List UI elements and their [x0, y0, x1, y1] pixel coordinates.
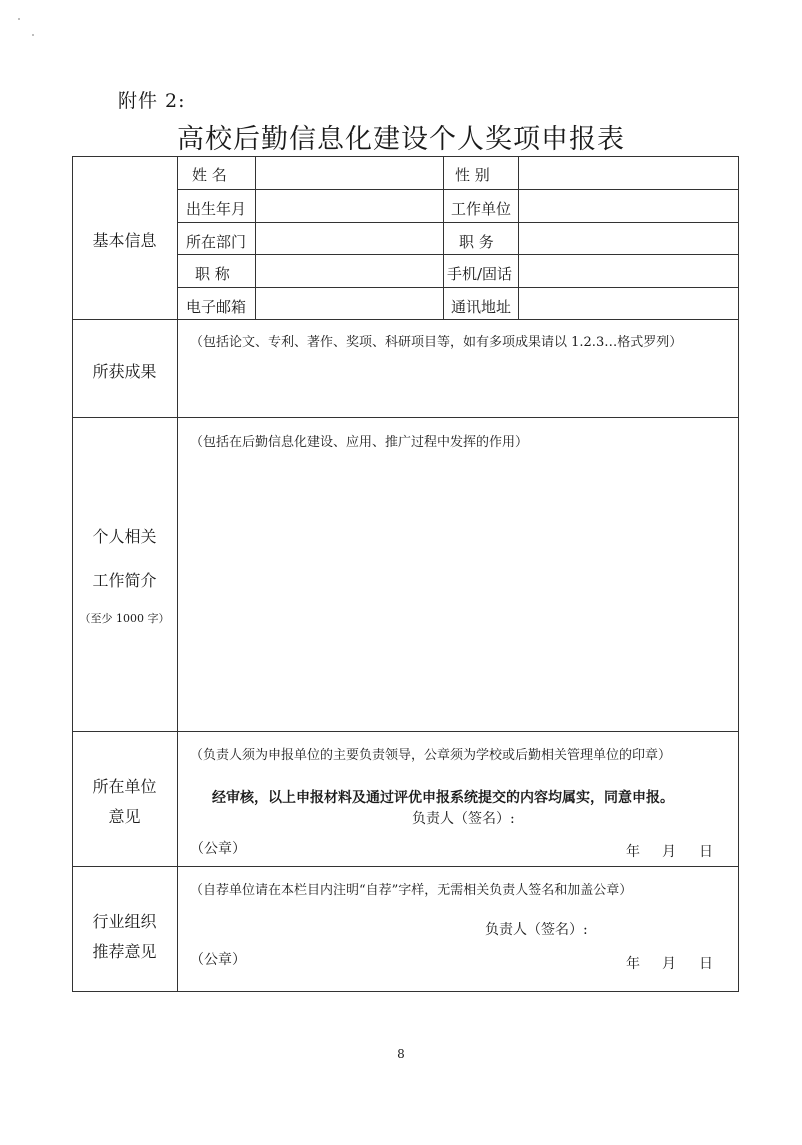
page-number: 8 — [397, 1047, 405, 1061]
department-field[interactable] — [256, 223, 442, 254]
unit-opinion-date-year: 年 — [626, 844, 640, 860]
industry-opinion-section-label-line1: 行业组织 — [92, 912, 157, 931]
birth-label: 出生年月 — [186, 200, 247, 218]
industry-opinion-seal: （公章） — [190, 952, 246, 968]
unit-opinion-signer: 负责人（签名）: — [412, 811, 515, 827]
unit-opinion-seal: （公章） — [190, 841, 246, 857]
unit-opinion-date-month: 月 — [662, 844, 676, 860]
unit-opinion-section-label-line1: 所在单位 — [92, 777, 157, 796]
section-divider — [72, 731, 739, 732]
unit-opinion-section-label-line2: 意见 — [108, 807, 141, 826]
email-field[interactable] — [256, 288, 442, 319]
email-label: 电子邮箱 — [186, 298, 247, 316]
address-field[interactable] — [519, 288, 737, 319]
basic-info-section-label: 基本信息 — [92, 231, 157, 250]
intro-field[interactable] — [178, 452, 738, 730]
intro-word-count-note: （至少 1000 字） — [79, 612, 170, 625]
intro-hint: （包括在后勤信息化建设、应用、推广过程中发挥的作用） — [190, 435, 529, 450]
department-label: 所在部门 — [186, 233, 247, 251]
section-divider — [72, 866, 739, 867]
phone-label: 手机/固话 — [447, 265, 513, 283]
attachment-label: 附件 2: — [118, 90, 186, 112]
unit-opinion-hint: （负责人须为申报单位的主要负责领导，公章须为学校或后勤相关管理单位的印章） — [190, 748, 672, 763]
section-divider — [72, 417, 739, 418]
basic-info-col-divider — [443, 156, 444, 319]
unit-opinion-statement: 经审核，以上申报材料及通过评优申报系统提交的内容均属实，同意申报。 — [212, 790, 674, 806]
work-unit-field[interactable] — [519, 190, 737, 222]
industry-opinion-signer: 负责人（签名）: — [485, 922, 588, 938]
scan-speck — [32, 34, 34, 36]
address-label: 通讯地址 — [451, 298, 512, 316]
name-field[interactable] — [256, 157, 442, 189]
intro-section-label-line2: 工作简介 — [92, 571, 157, 590]
birth-field[interactable] — [256, 190, 442, 222]
form-title: 高校后勤信息化建设个人奖项申报表 — [177, 124, 625, 155]
title-field[interactable] — [256, 255, 442, 287]
phone-field[interactable] — [519, 255, 737, 287]
scan-speck — [18, 18, 20, 20]
industry-opinion-hint: （自荐单位请在本栏目内注明“自荐”字样，无需相关负责人签名和加盖公章） — [190, 883, 633, 898]
industry-opinion-date-month: 月 — [662, 956, 676, 972]
gender-field[interactable] — [519, 157, 737, 189]
achievements-hint: （包括论文、专利、著作、奖项、科研项目等，如有多项成果请以 1.2.3…格式罗列） — [190, 335, 683, 350]
gender-label: 性 别 — [455, 166, 490, 184]
section-divider — [72, 319, 739, 320]
title-label: 职 称 — [195, 265, 230, 283]
intro-section-label-line1: 个人相关 — [92, 527, 157, 546]
industry-opinion-section-label-line2: 推荐意见 — [92, 942, 157, 961]
industry-opinion-date-day: 日 — [699, 956, 713, 972]
name-label: 姓 名 — [192, 166, 227, 184]
unit-opinion-date-day: 日 — [699, 844, 713, 860]
position-field[interactable] — [519, 223, 737, 254]
achievements-field[interactable] — [178, 352, 738, 416]
table-border-bottom — [72, 991, 739, 992]
position-label: 职 务 — [459, 233, 494, 251]
achievements-section-label: 所获成果 — [92, 362, 157, 381]
work-unit-label: 工作单位 — [451, 200, 512, 218]
industry-opinion-date-year: 年 — [626, 956, 640, 972]
